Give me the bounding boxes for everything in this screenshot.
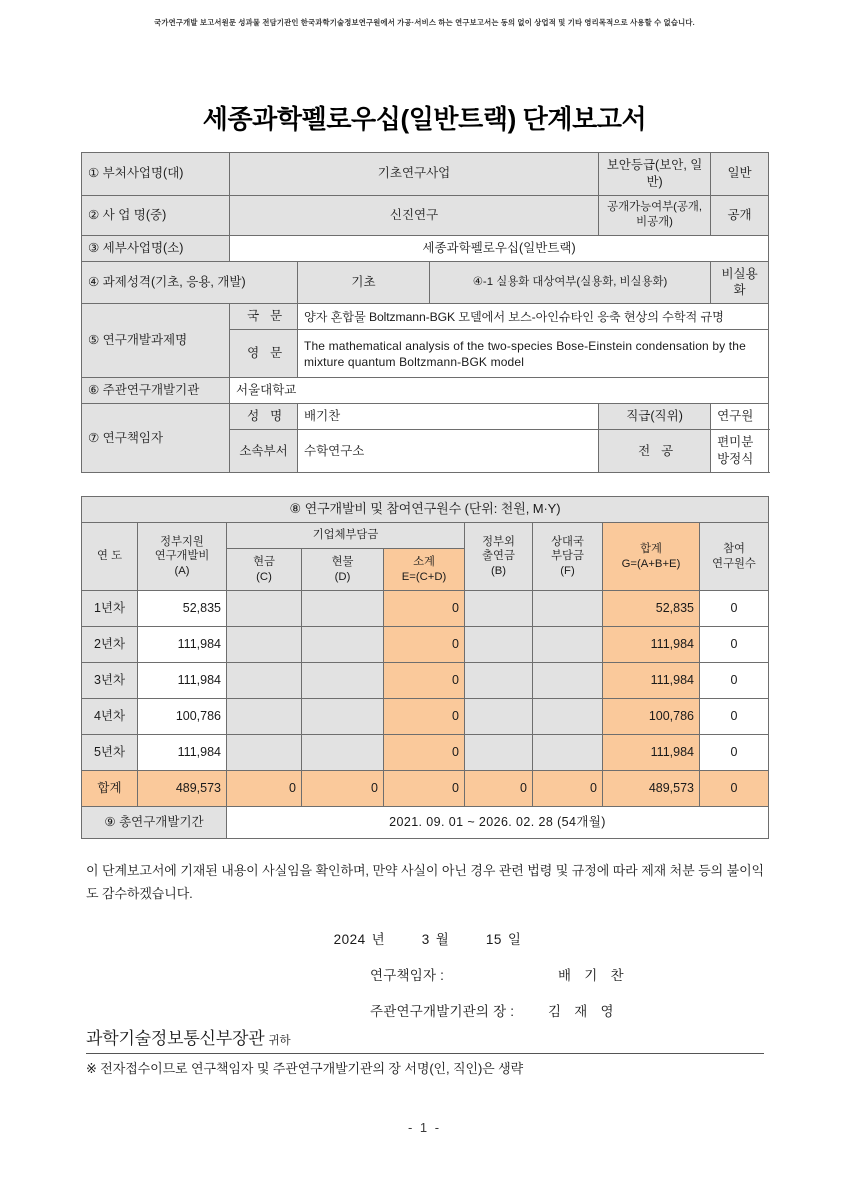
research-period-value: 2021. 09. 01 ~ 2026. 02. 28 (54개월) [227, 807, 769, 839]
project-info-table [81, 152, 769, 473]
minister-honorific: 귀하 [268, 1035, 291, 1047]
row-gov-ext [465, 627, 533, 663]
row-researchers: 0 [700, 663, 769, 699]
table-row [82, 235, 769, 261]
title-ko-label: 국 문 [230, 304, 298, 330]
row-gov-ext [465, 699, 533, 735]
host-organization-value: 서울대학교 [230, 378, 769, 404]
row-subtotal: 0 [384, 663, 465, 699]
row-cash [227, 699, 302, 735]
row-gov-support: 111,984 [138, 663, 227, 699]
date-day-unit: 일 [507, 932, 522, 947]
pi-signature-name: 배 기 찬 [558, 968, 629, 983]
certification-statement: 이 단계보고서에 기재된 내용이 사실임을 확인하며, 만약 사실이 아닌 경우 관련 법령 및 규정에 따라 제재 처분 등의 불이익도 감수하겠습니다. [86, 863, 764, 901]
total-row-label: 합계 [82, 771, 138, 807]
header-total [603, 523, 700, 591]
total-grand: 489,573 [603, 771, 700, 807]
table-row [82, 523, 769, 549]
subprogram-value: 세종과학펠로우십(일반트랙) [230, 235, 769, 261]
total-inkind: 0 [302, 771, 384, 807]
date-day: 15 [485, 932, 502, 947]
pi-major-label: 전 공 [599, 430, 711, 473]
org-signature-name: 김 재 영 [548, 1004, 619, 1019]
pi-signature-label: 연구책임자 : [370, 968, 445, 983]
row-year: 4년차 [82, 699, 138, 735]
table-row [82, 807, 769, 839]
row-partner [533, 735, 603, 771]
row-inkind [302, 699, 384, 735]
header-cash-l1: 현금 [253, 556, 275, 569]
row-gov-support: 52,835 [138, 591, 227, 627]
header-researchers [700, 523, 769, 591]
ministry-program-label: ① 부처사업명(대) [82, 153, 230, 196]
copyright-notice: 국가연구개발 보고서원문 성과물 전담기관인 한국과학기술정보연구원에서 가공·서비스 하는 연구보고서는 동의 없이 상업적 및 기타 영리목적으로 사용할 수 없습니다. [154, 17, 695, 28]
row-total: 111,984 [603, 663, 700, 699]
row-gov-ext [465, 735, 533, 771]
row-partner [533, 699, 603, 735]
pi-dept-label: 소속부서 [230, 430, 298, 473]
table-row [82, 378, 769, 404]
header-partner-l3: (F) [560, 564, 575, 577]
row-year: 5년차 [82, 735, 138, 771]
header-year: 연 도 [82, 523, 138, 591]
row-gov-ext [465, 663, 533, 699]
header-total-l1: 합계 [640, 543, 662, 556]
row-inkind [302, 591, 384, 627]
pi-label: ⑦ 연구책임자 [82, 404, 230, 473]
row-cash [227, 735, 302, 771]
row-partner [533, 627, 603, 663]
header-gov-support-l3: (A) [174, 564, 190, 577]
row-year: 1년차 [82, 591, 138, 627]
minister-title: 과학기술정보통신부장관 [86, 1029, 265, 1048]
page-number: - 1 - [407, 1120, 442, 1135]
commercialization-value: 비실용화 [711, 261, 769, 304]
table-row [82, 304, 769, 330]
row-researchers: 0 [700, 591, 769, 627]
row-inkind [302, 627, 384, 663]
project-nature-value: 기초 [298, 261, 430, 304]
header-cash [227, 549, 302, 591]
row-inkind [302, 735, 384, 771]
table-row [82, 735, 769, 771]
pi-rank-value: 연구원 [711, 404, 769, 430]
header-partner-country [533, 523, 603, 591]
header-gov-support-l1: 정부지원 [160, 536, 204, 549]
project-nature-label: ④ 과제성격(기초, 응용, 개발) [82, 261, 298, 304]
total-cash: 0 [227, 771, 302, 807]
security-grade-label: 보안등급(보안, 일반) [599, 153, 711, 196]
row-inkind [302, 663, 384, 699]
pi-major-value: 편미분방정식 [711, 430, 769, 473]
row-gov-support: 111,984 [138, 627, 227, 663]
table-row [82, 663, 769, 699]
ministry-program-value: 기초연구사업 [230, 153, 599, 196]
title-ko-value: 양자 혼합물 Boltzmann-BGK 모델에서 보스-아인슈타인 응축 현상의 수학적 규명 [298, 304, 769, 330]
row-researchers: 0 [700, 735, 769, 771]
header-gov-external [465, 523, 533, 591]
header-gov-ext-l1: 정부외 [482, 536, 515, 549]
total-researchers: 0 [700, 771, 769, 807]
budget-caption: ⑧ 연구개발비 및 참여연구원수 (단위: 천원, M·Y) [82, 497, 769, 523]
row-total: 111,984 [603, 627, 700, 663]
header-partner-l1: 상대국 [551, 536, 584, 549]
row-total: 100,786 [603, 699, 700, 735]
header-partner-l2: 부담금 [551, 550, 584, 563]
header-gov-support-l2: 연구개발비 [154, 550, 210, 563]
electronic-submission-note: ※ 전자접수이므로 연구책임자 및 주관연구개발기관의 장 서명(인, 직인)은 생략 [86, 1061, 524, 1076]
host-organization-label: ⑥ 주관연구개발기관 [82, 378, 230, 404]
program-name-value: 신진연구 [230, 195, 599, 235]
row-subtotal: 0 [384, 591, 465, 627]
row-cash [227, 591, 302, 627]
header-subtotal-l2: E=(C+D) [401, 570, 447, 583]
total-subtotal: 0 [384, 771, 465, 807]
title-en-label: 영 문 [230, 330, 298, 378]
subprogram-label: ③ 세부사업명(소) [82, 235, 230, 261]
table-row [82, 591, 769, 627]
table-row [82, 497, 769, 523]
header-inkind-l2: (D) [334, 570, 351, 583]
header-total-l2: G=(A+B+E) [621, 557, 681, 570]
header-inkind-l1: 현물 [331, 556, 354, 569]
row-cash [227, 663, 302, 699]
header-cash-l2: (C) [256, 570, 272, 583]
date-month: 3 [421, 932, 430, 947]
project-title-label: ⑤ 연구개발과제명 [82, 304, 230, 378]
header-company-burden: 기업체부담금 [227, 523, 465, 549]
minister-addressee [86, 1024, 764, 1054]
row-total: 52,835 [603, 591, 700, 627]
table-row [82, 195, 769, 235]
disclosure-value: 공개 [711, 195, 769, 235]
date-year-unit: 년 [371, 932, 386, 947]
total-gov-ext: 0 [465, 771, 533, 807]
row-gov-support: 100,786 [138, 699, 227, 735]
commercialization-label: ④-1 실용화 대상여부(실용화, 비실용화) [430, 261, 711, 304]
signature-date [0, 928, 849, 948]
table-row [82, 153, 769, 196]
row-year: 3년차 [82, 663, 138, 699]
row-subtotal: 0 [384, 699, 465, 735]
date-month-unit: 월 [435, 932, 450, 947]
disclosure-label: 공개가능여부(공개, 비공개) [599, 195, 711, 235]
row-partner [533, 663, 603, 699]
header-subtotal-l1: 소계 [413, 556, 435, 569]
header-gov-ext-l3: (B) [490, 564, 507, 577]
pi-dept-value: 수학연구소 [298, 430, 599, 473]
row-subtotal: 0 [384, 627, 465, 663]
table-row-total [82, 771, 769, 807]
header-researchers-l1: 참여 [723, 543, 745, 556]
pi-name-value: 배기찬 [298, 404, 599, 430]
header-inkind [302, 549, 384, 591]
table-row [82, 627, 769, 663]
header-gov-ext-l2: 출연금 [482, 550, 515, 563]
research-period-label: ⑨ 총연구개발기간 [82, 807, 227, 839]
row-researchers: 0 [700, 627, 769, 663]
page-title: 세종과학펠로우십(일반트랙) 단계보고서 [202, 104, 647, 134]
row-partner [533, 591, 603, 627]
pi-name-label: 성 명 [230, 404, 298, 430]
row-researchers: 0 [700, 699, 769, 735]
row-cash [227, 627, 302, 663]
header-subtotal [384, 549, 465, 591]
row-gov-ext [465, 591, 533, 627]
header-researchers-l2: 연구원수 [712, 557, 756, 570]
security-grade-value: 일반 [711, 153, 769, 196]
table-row [82, 261, 769, 304]
pi-rank-label: 직급(직위) [599, 404, 711, 430]
row-gov-support: 111,984 [138, 735, 227, 771]
title-en-value: The mathematical analysis of the two-species Bose-Einstein condensation by the mixture quantum Boltzmann-BGK model [298, 330, 769, 378]
date-year: 2024 [333, 932, 366, 947]
header-gov-support [138, 523, 227, 591]
total-partner: 0 [533, 771, 603, 807]
program-name-label: ② 사 업 명(중) [82, 195, 230, 235]
org-signature-label: 주관연구개발기관의 장 : [370, 1004, 515, 1019]
row-total: 111,984 [603, 735, 700, 771]
row-year: 2년차 [82, 627, 138, 663]
table-row [82, 699, 769, 735]
budget-table [81, 496, 769, 839]
table-row [82, 404, 769, 430]
total-gov-support: 489,573 [138, 771, 227, 807]
row-subtotal: 0 [384, 735, 465, 771]
